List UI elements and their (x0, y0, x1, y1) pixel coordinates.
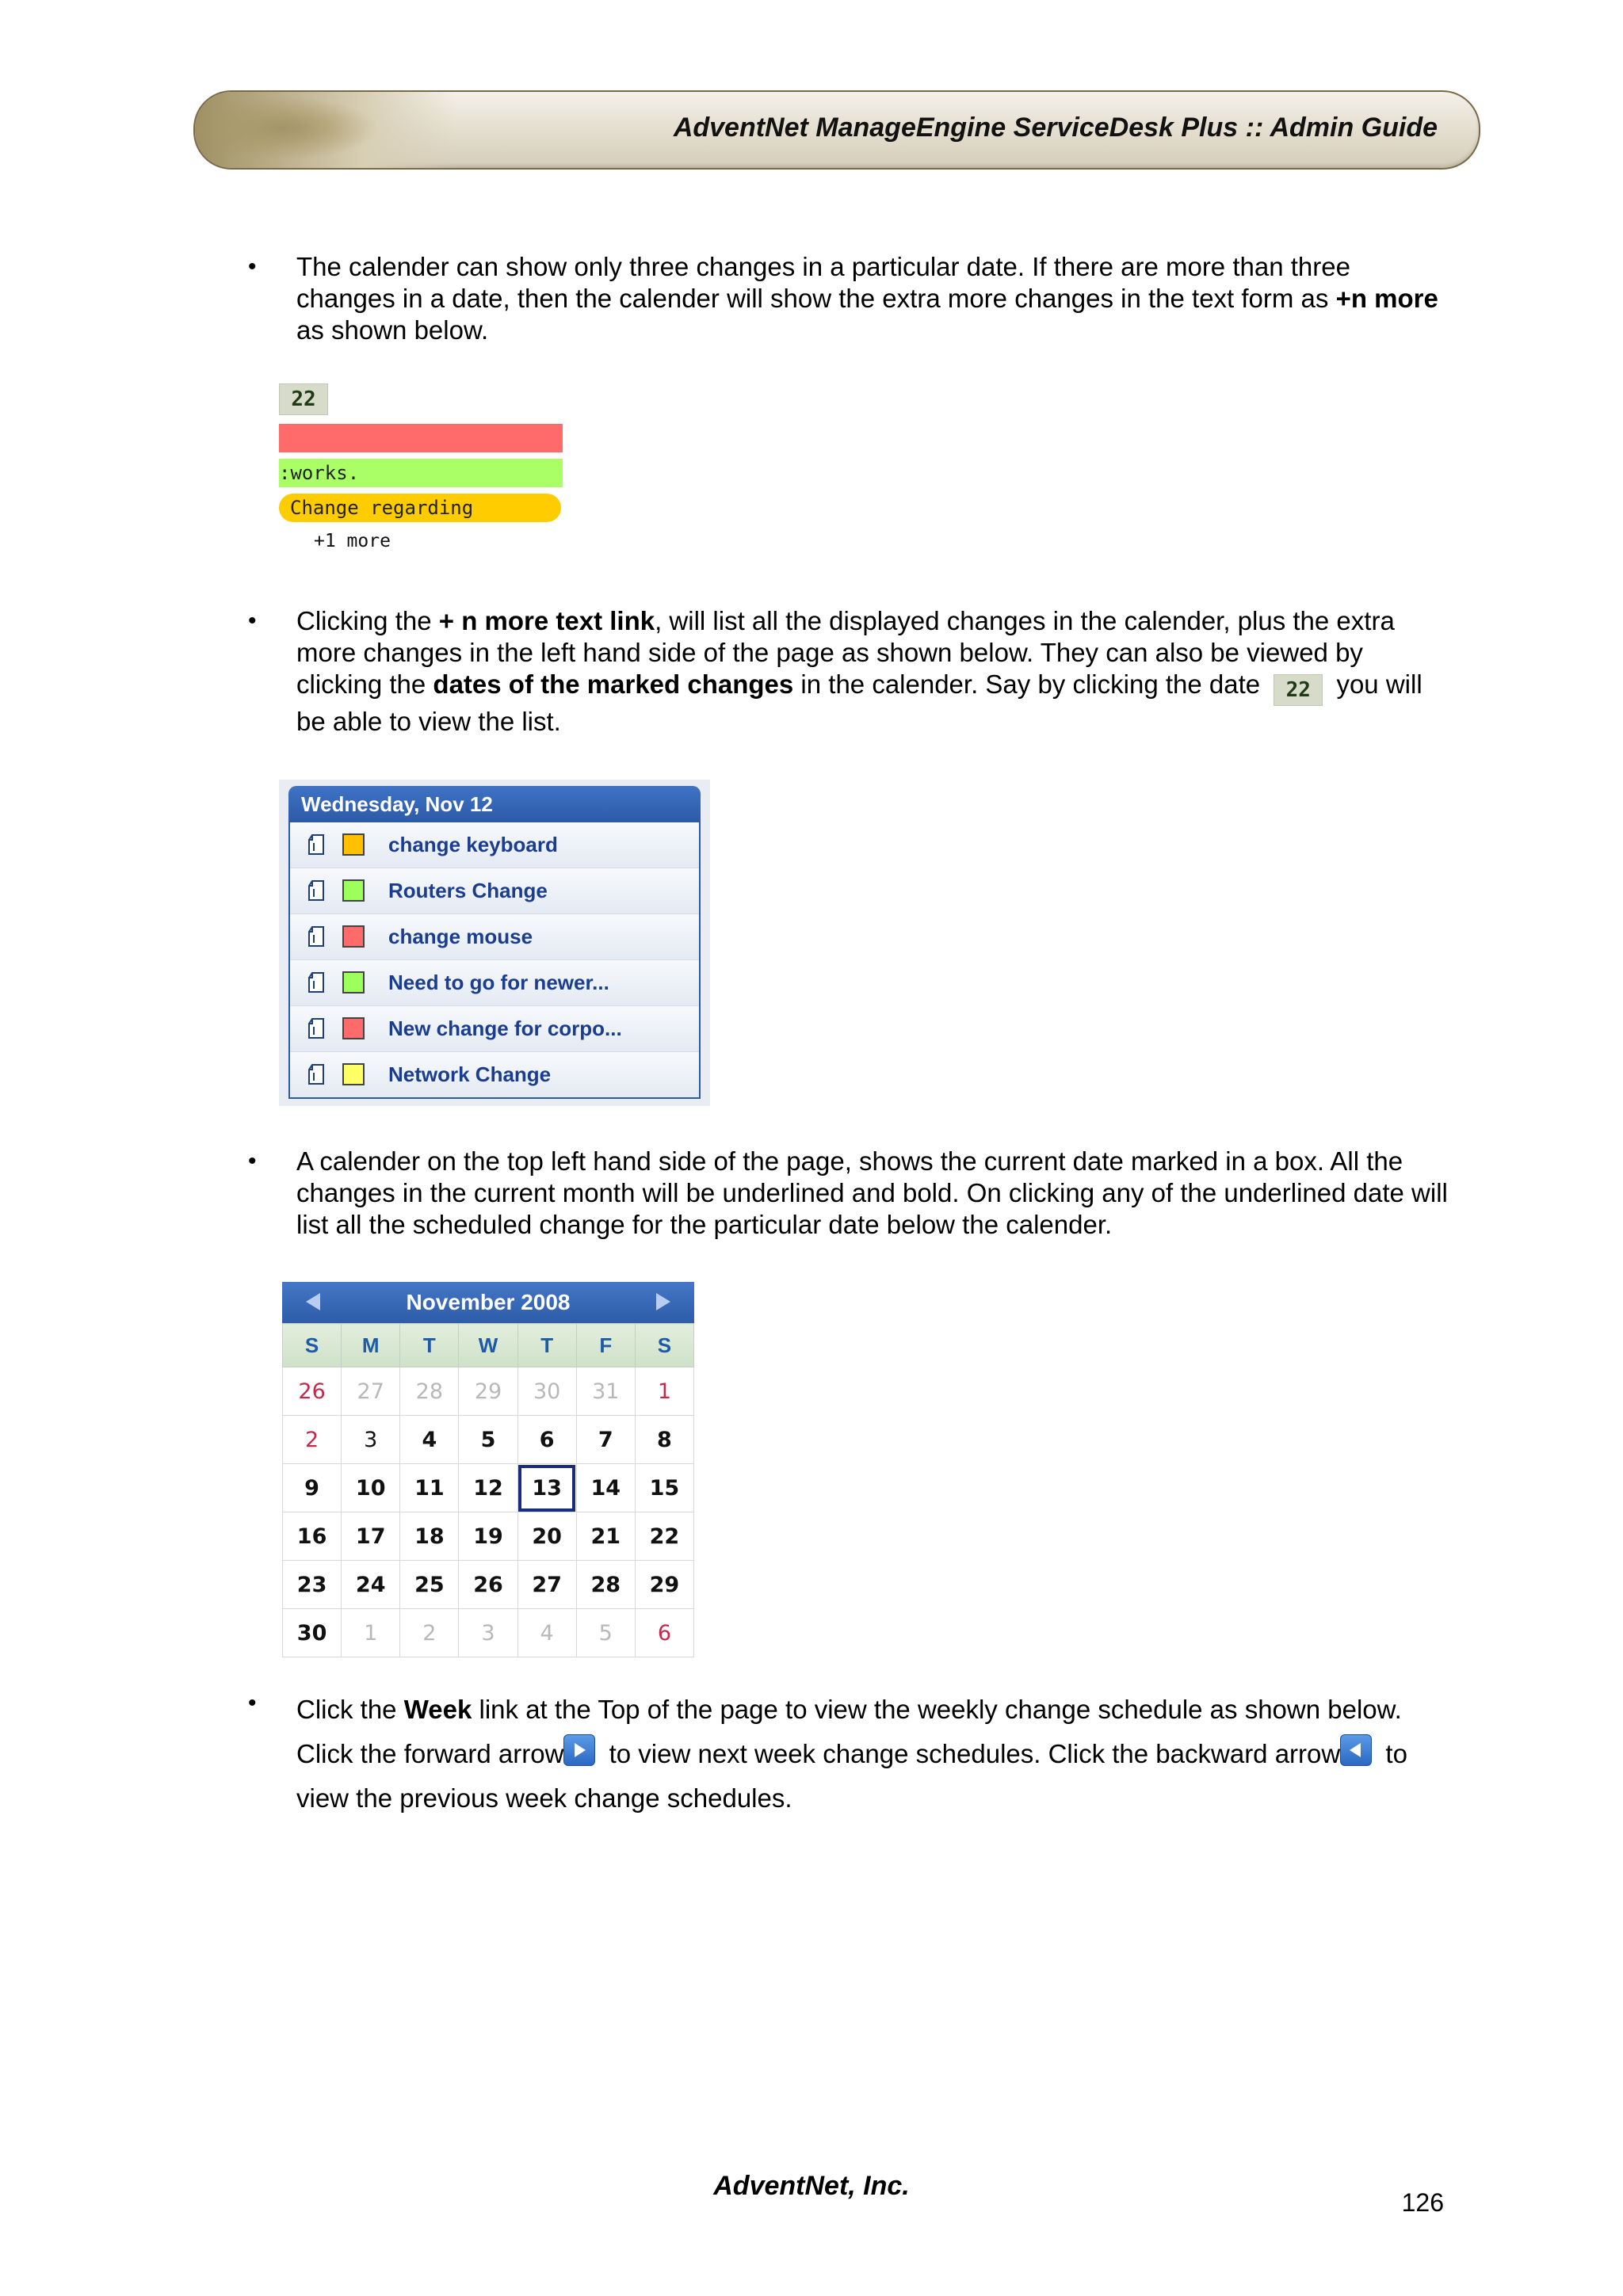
calendar-day-other-month[interactable]: 2 (400, 1609, 459, 1657)
change-status-swatch (342, 833, 365, 856)
calendar-day-other-month[interactable]: 6 (635, 1609, 693, 1657)
next-month-arrow-icon[interactable] (651, 1290, 675, 1314)
calendar-day-other-month[interactable]: 3 (459, 1609, 517, 1657)
calendar-day[interactable]: 11 (400, 1464, 459, 1512)
weekday-label: S (283, 1324, 342, 1367)
calendar-day-other-month[interactable]: 29 (459, 1367, 517, 1416)
mini-calendar-figure (279, 1279, 697, 1650)
weekday-label: F (576, 1324, 635, 1367)
paragraph-text: Clicking the (296, 606, 439, 635)
calendar-month-label: November 2008 (406, 1290, 571, 1314)
change-list-heading: Wednesday, Nov 12 (288, 786, 701, 822)
calendar-day[interactable]: 20 (517, 1512, 576, 1561)
paragraph-text: link at the Top of the page to view the weekly change schedule as shown below. Click the forward arrow (296, 1695, 1402, 1768)
change-title-link[interactable]: New change for corpo... (388, 1016, 622, 1040)
calendar-day[interactable]: 22 (635, 1512, 693, 1561)
change-bar-red[interactable] (279, 424, 563, 452)
change-title-link[interactable]: Network Change (388, 1062, 552, 1086)
calendar-week-row (283, 1609, 694, 1657)
weekday-label: M (342, 1324, 400, 1367)
calendar-day[interactable]: 12 (459, 1464, 517, 1512)
calendar-day[interactable]: 14 (576, 1464, 635, 1512)
paragraph-text: The calender can show only three changes in a particular date. If there are more than three changes in a date, then the calender will show the extra more changes in the text form as (296, 252, 1350, 313)
footer-company: AdventNet, Inc. (713, 2171, 910, 2201)
change-list-item[interactable] (290, 1005, 699, 1051)
calendar-day[interactable]: 25 (400, 1561, 459, 1609)
paragraph-text: in the calender. Say by clicking the date (793, 669, 1268, 699)
paragraph-text: as shown below. (296, 315, 489, 345)
change-status-swatch (342, 971, 365, 994)
calendar-week-row (283, 1464, 694, 1512)
paragraph-text: to view the previous week change schedules. (296, 1739, 1407, 1813)
change-list-item[interactable] (290, 868, 699, 913)
paragraph-bold: dates of the marked changes (433, 669, 794, 699)
calendar-day[interactable]: 2 (283, 1416, 342, 1464)
calendar-weeks (283, 1367, 694, 1657)
calendar-day[interactable]: 19 (459, 1512, 517, 1561)
calendar-day[interactable]: 9 (283, 1464, 342, 1512)
paragraph-bold: + n more text link (438, 606, 655, 635)
bullet-glyph: • (248, 254, 257, 280)
calendar-grid (282, 1323, 694, 1657)
calendar-day[interactable]: 27 (517, 1561, 576, 1609)
calendar-day[interactable]: 1 (635, 1367, 693, 1416)
change-title-link[interactable]: Routers Change (388, 879, 548, 902)
change-title-link[interactable]: change mouse (388, 925, 533, 948)
inline-day-badge: 22 (1274, 674, 1323, 706)
paragraph-text: you will be able to view the list. (296, 669, 1423, 736)
calendar-day[interactable]: 10 (342, 1464, 400, 1512)
calendar-day[interactable]: 16 (283, 1512, 342, 1561)
paragraph-calendar: A calender on the top left hand side of the page, shows the current date marked in a box. All the changes in the current month will be underlined and bold. On clicking any of the underlined date will list all the scheduled change for the particular date below the calender. (296, 1146, 1448, 1239)
calendar-week-row (283, 1416, 694, 1464)
change-bar-green[interactable]: :works. (279, 459, 563, 487)
change-status-swatch (342, 1017, 365, 1039)
calendar-day-other-month[interactable]: 30 (517, 1367, 576, 1416)
calendar-day-today[interactable]: 13 (517, 1464, 576, 1512)
calendar-day[interactable]: 5 (459, 1416, 517, 1464)
bullet-glyph: • (248, 1148, 257, 1174)
document-icon (307, 1017, 325, 1039)
calendar-day-other-month[interactable]: 27 (342, 1367, 400, 1416)
calendar-day[interactable]: 8 (635, 1416, 693, 1464)
calendar-day-other-month[interactable]: 28 (400, 1367, 459, 1416)
calendar-day[interactable]: 4 (400, 1416, 459, 1464)
paragraph-bold: Week (403, 1695, 472, 1724)
page-header-banner (193, 90, 1480, 170)
weekday-label: T (517, 1324, 576, 1367)
document-icon (307, 879, 325, 902)
bullet-glyph: • (248, 1690, 257, 1716)
calendar-day[interactable]: 24 (342, 1561, 400, 1609)
day-number-badge[interactable]: 22 (279, 383, 328, 415)
calendar-day-other-month[interactable]: 4 (517, 1609, 576, 1657)
header-title: AdventNet ManageEngine ServiceDesk Plus :: Admin Guide (673, 113, 1438, 143)
change-list-item[interactable] (290, 1051, 699, 1097)
calendar-day-other-month[interactable]: 5 (576, 1609, 635, 1657)
document-icon (307, 1063, 325, 1085)
paragraph-bold: +n more (1335, 284, 1438, 313)
backward-arrow-icon (1340, 1734, 1372, 1766)
bullet-glyph: • (248, 608, 257, 634)
change-list-item[interactable] (290, 913, 699, 959)
calendar-day[interactable]: 6 (517, 1416, 576, 1464)
paragraph-text: to view next week change schedules. Click the backward arrow (601, 1739, 1341, 1768)
paragraph-text: Click the (296, 1695, 404, 1724)
paragraph-week-view (296, 1688, 1453, 1821)
day-change-list-figure (279, 780, 710, 1106)
calendar-day[interactable]: 29 (635, 1561, 693, 1609)
calendar-day[interactable]: 15 (635, 1464, 693, 1512)
weekday-label: W (459, 1324, 517, 1367)
change-status-swatch (342, 879, 365, 902)
forward-arrow-icon (563, 1734, 595, 1766)
header-decorative-art (195, 92, 456, 168)
calendar-week-row (283, 1561, 694, 1609)
change-title-link[interactable]: Need to go for newer... (388, 971, 609, 994)
page-number: 126 (1401, 2188, 1444, 2217)
calendar-day[interactable]: 7 (576, 1416, 635, 1464)
calendar-day[interactable]: 28 (576, 1561, 635, 1609)
calendar-day[interactable]: 30 (283, 1609, 342, 1657)
change-title-link[interactable]: change keyboard (388, 833, 558, 856)
weekday-label: S (635, 1324, 693, 1367)
paragraph-more-link (296, 605, 1453, 738)
weekday-header-row (283, 1324, 694, 1367)
paragraph-text: , will list all the displayed changes in the calender, plus the extra more changes in the left hand side of the page as shown below. They can also be viewed by clicking the (296, 606, 1395, 699)
document-icon (307, 833, 325, 856)
calendar-day[interactable]: 21 (576, 1512, 635, 1561)
paragraph-more-changes (296, 251, 1453, 346)
calendar-day[interactable]: 23 (283, 1561, 342, 1609)
calendar-week-row (283, 1367, 694, 1416)
change-list-item[interactable] (290, 959, 699, 1005)
change-status-swatch (342, 925, 365, 948)
previous-month-arrow-icon[interactable] (301, 1290, 325, 1314)
calendar-day[interactable]: 26 (459, 1561, 517, 1609)
document-icon (307, 925, 325, 948)
change-bar-yellow[interactable]: Change regarding (279, 494, 561, 522)
calendar-day[interactable]: 18 (400, 1512, 459, 1561)
change-list (288, 822, 701, 1099)
change-list-item[interactable] (290, 822, 699, 868)
calendar-day[interactable]: 3 (342, 1416, 400, 1464)
more-changes-link[interactable]: +1 more (314, 531, 391, 551)
calendar-day-other-month[interactable]: 1 (342, 1609, 400, 1657)
calendar-week-row (283, 1512, 694, 1561)
day-cell-figure (279, 383, 571, 558)
calendar-day-other-month[interactable]: 31 (576, 1367, 635, 1416)
change-status-swatch (342, 1063, 365, 1085)
calendar-day[interactable]: 17 (342, 1512, 400, 1561)
weekday-label: T (400, 1324, 459, 1367)
calendar-header (282, 1282, 694, 1323)
calendar-day-other-month[interactable]: 26 (283, 1367, 342, 1416)
document-icon (307, 971, 325, 994)
